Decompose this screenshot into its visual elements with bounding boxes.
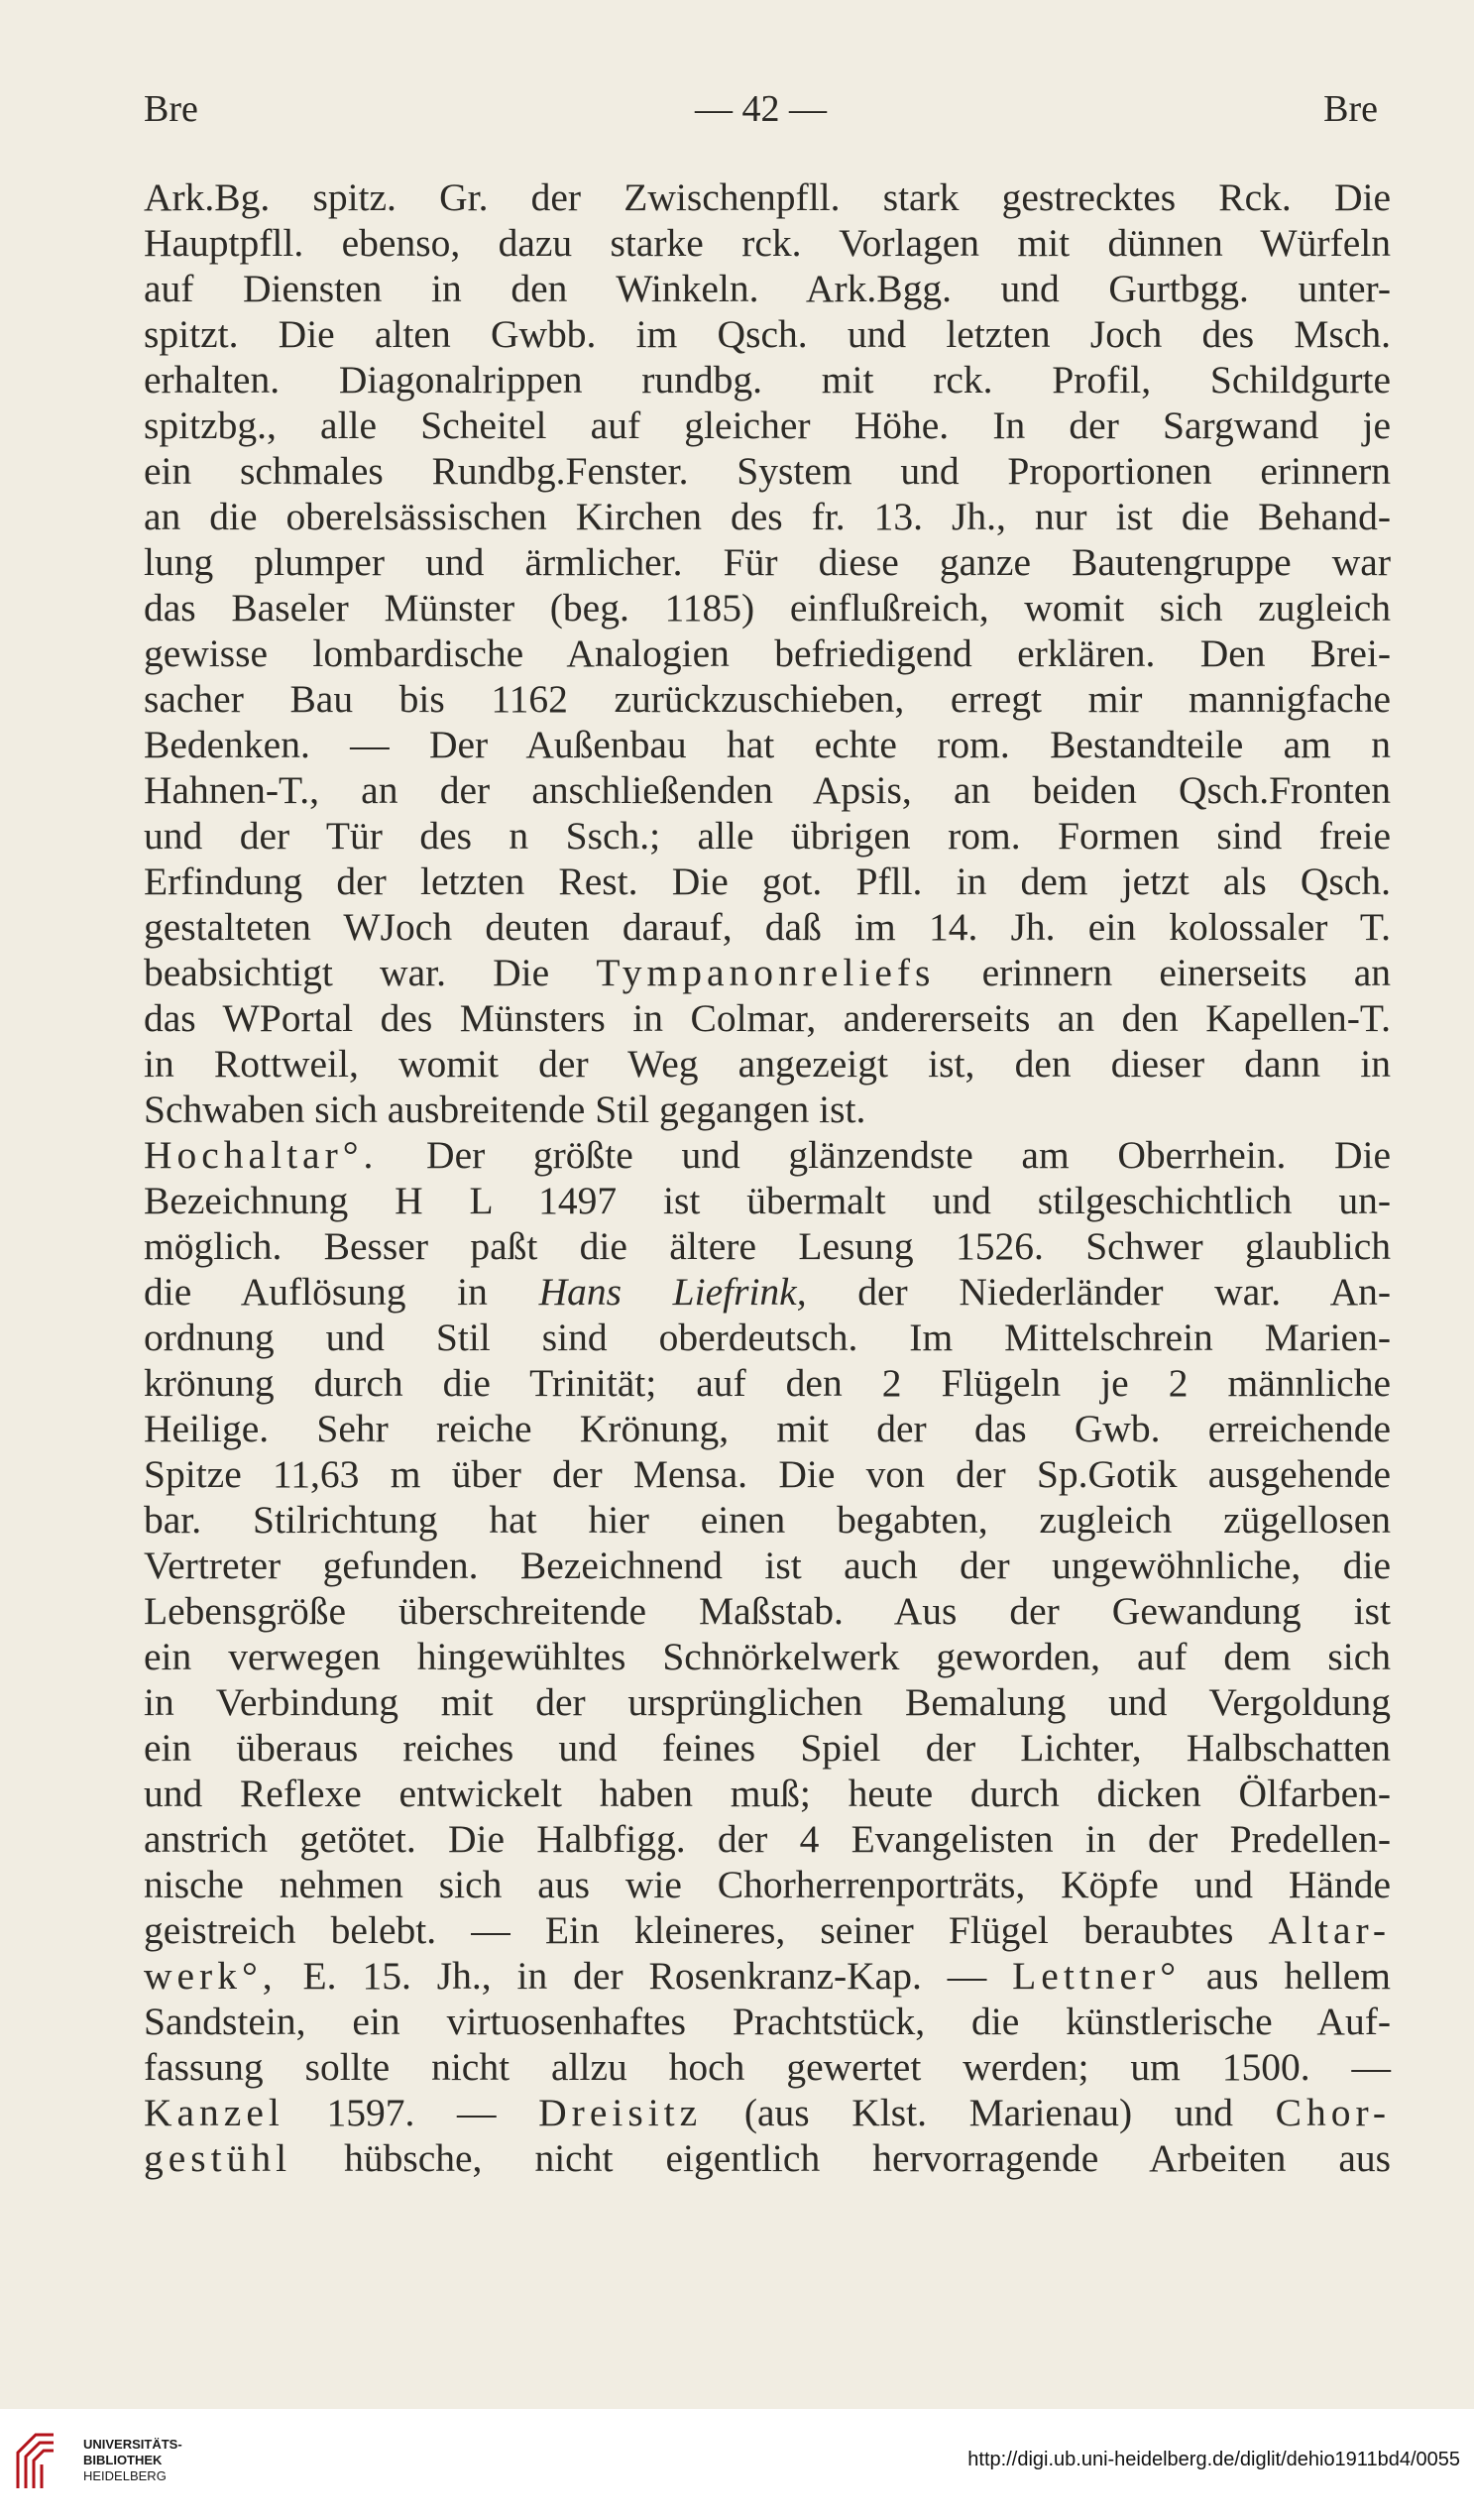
library-logo-icon bbox=[14, 2431, 71, 2492]
text-line bbox=[144, 1178, 1391, 1223]
text-line bbox=[144, 2090, 1391, 2135]
page-number: — 42 — bbox=[695, 88, 827, 130]
text-line bbox=[144, 448, 1391, 494]
running-header bbox=[144, 87, 1378, 147]
text-run: ein schmales Rundbg.Fenster. System und Proportionen erinnern bbox=[144, 449, 1391, 493]
text-run: Spitze 11,63 m über der Mensa. Die von der Sp.Gotik ausgehende bbox=[144, 1452, 1391, 1496]
text-run: das Baseler Münster (beg. 1185) einflußreich, womit sich zugleich bbox=[144, 586, 1391, 630]
text-run: hübsche, nicht eigentlich hervorragende Arbeiten aus bbox=[291, 2136, 1391, 2180]
text-line bbox=[144, 1771, 1391, 1816]
text-line bbox=[144, 1999, 1391, 2044]
text-run: und Reflexe entwickelt haben muß; heute durch dicken Ölfarben- bbox=[144, 1772, 1391, 1815]
text-run: Erfindung der letzten Rest. Die got. Pfll. in dem jetzt als Qsch. bbox=[144, 859, 1391, 903]
spaced-term: Dreisitz bbox=[538, 2091, 703, 2134]
text-run: sacher Bau bis 1162 zurückzuschieben, erregt mir mannigfache bbox=[144, 677, 1391, 721]
text-run: an die oberelsässischen Kirchen des fr. 13. Jh., nur ist die Behand- bbox=[144, 495, 1391, 538]
text-run: beabsichtigt war. Die bbox=[144, 951, 597, 994]
text-run: anstrich getötet. Die Halbfigg. der 4 Evangelisten in der Predellen- bbox=[144, 1817, 1391, 1861]
text-run: Lebensgröße überschreitende Maßstab. Aus der Gewandung ist bbox=[144, 1589, 1391, 1633]
text-line bbox=[144, 1953, 1391, 1999]
text-run: spitzt. Die alten Gwbb. im Qsch. und letzten Joch des Msch. bbox=[144, 312, 1391, 356]
text-line bbox=[144, 813, 1391, 859]
text-run: ein überaus reiches und feines Spiel der Lichter, Halbschatten bbox=[144, 1726, 1391, 1770]
text-run: (aus Klst. Marienau) und bbox=[702, 2091, 1276, 2134]
permalink-url[interactable]: http://digi.ub.uni-heidelberg.de/diglit/dehio1911bd4/0055 bbox=[967, 2449, 1460, 2470]
spaced-term: gestühl bbox=[144, 2136, 292, 2180]
text-run: erinnern einerseits an bbox=[935, 951, 1391, 994]
text-line bbox=[144, 1451, 1391, 1497]
spaced-term: Tympanonreliefs bbox=[596, 951, 936, 994]
spaced-term: Kanzel bbox=[144, 2091, 284, 2134]
spaced-term: werk°, bbox=[144, 1954, 278, 1998]
text-run: ordnung und Stil sind oberdeutsch. Im Mittelschrein Marien- bbox=[144, 1316, 1391, 1359]
header-left-keyword: Bre bbox=[144, 88, 198, 130]
text-line bbox=[144, 904, 1391, 950]
header-right-keyword: Bre bbox=[1323, 88, 1378, 130]
text-line bbox=[144, 174, 1391, 220]
text-run: geistreich belebt. — Ein kleineres, seiner Flügel beraubtes bbox=[144, 1908, 1269, 1952]
text-line bbox=[144, 1132, 1391, 1178]
text-run: in Verbindung mit der ursprünglichen Bemalung und Vergoldung bbox=[144, 1680, 1391, 1724]
text-run: E. 15. Jh., in der Rosenkranz-Kap. — bbox=[277, 1954, 1013, 1998]
text-run: das WPortal des Münsters in Colmar, andererseits an den Kapellen-T. bbox=[144, 996, 1391, 1040]
text-line bbox=[144, 585, 1391, 630]
text-line bbox=[144, 266, 1391, 311]
text-run: Bezeichnung H L 1497 ist übermalt und stilgeschichtlich un- bbox=[144, 1179, 1391, 1222]
text-run: bar. Stilrichtung hat hier einen begabten, zugleich zügellosen bbox=[144, 1498, 1391, 1542]
spaced-term: Hochaltar°. bbox=[144, 1133, 379, 1177]
text-line bbox=[144, 1041, 1391, 1087]
text-run: aus hellem bbox=[1181, 1954, 1391, 1998]
text-run: nische nehmen sich aus wie Chorherrenporträts, Köpfe und Hände bbox=[144, 1863, 1391, 1906]
text-run: Der größte und glänzendste am Oberrhein. Die bbox=[378, 1133, 1391, 1177]
text-run: 1597. — bbox=[283, 2091, 539, 2134]
text-run: Heilige. Sehr reiche Krönung, mit der das Gwb. erreichende bbox=[144, 1407, 1391, 1450]
text-run: lung plumper und ärmlicher. Für diese ganze Bautengruppe war bbox=[144, 540, 1391, 584]
text-line bbox=[144, 2044, 1391, 2090]
library-name bbox=[83, 2437, 182, 2484]
text-line bbox=[144, 1588, 1391, 1634]
text-line bbox=[144, 1816, 1391, 1862]
text-line bbox=[144, 995, 1391, 1041]
text-run: Bedenken. — Der Außenbau hat echte rom. Bestandteile am n bbox=[144, 723, 1391, 766]
text-line bbox=[144, 676, 1391, 722]
text-run: auf Diensten in den Winkeln. Ark.Bgg. und Gurtbgg. unter- bbox=[144, 267, 1391, 310]
text-line bbox=[144, 220, 1391, 266]
text-line bbox=[144, 1634, 1391, 1679]
text-line bbox=[144, 2135, 1391, 2181]
text-line bbox=[144, 1543, 1391, 1588]
text-run: der Niederländer war. An- bbox=[806, 1270, 1391, 1314]
text-line bbox=[144, 1269, 1391, 1315]
text-line bbox=[144, 1725, 1391, 1771]
italic-name: Hans Liefrink, bbox=[538, 1270, 807, 1314]
text-run: Sandstein, ein virtuosenhaftes Prachtstück, die künstlerische Auf- bbox=[144, 2000, 1391, 2043]
text-line bbox=[144, 539, 1391, 585]
text-line bbox=[144, 1679, 1391, 1725]
text-line bbox=[144, 311, 1391, 357]
text-line bbox=[144, 357, 1391, 402]
text-run: in Rottweil, womit der Weg angezeigt ist, den dieser dann in bbox=[144, 1042, 1391, 1086]
text-line bbox=[144, 1087, 1391, 1132]
text-run: erhalten. Diagonalrippen rundbg. mit rck. Profil, Schildgurte bbox=[144, 358, 1391, 401]
text-run: krönung durch die Trinität; auf den 2 Flügeln je 2 männliche bbox=[144, 1361, 1391, 1405]
spaced-term: Altar- bbox=[1268, 1908, 1391, 1952]
text-line bbox=[144, 1223, 1391, 1269]
footer-bar bbox=[0, 2409, 1474, 2520]
text-line bbox=[144, 767, 1391, 813]
text-line bbox=[144, 1907, 1391, 1953]
text-run: und der Tür des n Ssch.; alle übrigen rom. Formen sind freie bbox=[144, 814, 1391, 858]
text-line bbox=[144, 1360, 1391, 1406]
text-run: möglich. Besser paßt die ältere Lesung 1526. Schwer glaublich bbox=[144, 1224, 1391, 1268]
text-line bbox=[144, 950, 1391, 995]
text-line bbox=[144, 859, 1391, 904]
text-line bbox=[144, 402, 1391, 448]
spaced-term: Chor- bbox=[1275, 2091, 1392, 2134]
text-run: gewisse lombardische Analogien befriedigend erklären. Den Brei- bbox=[144, 631, 1391, 675]
text-run: Ark.Bg. spitz. Gr. der Zwischenpfll. stark gestrecktes Rck. Die bbox=[144, 175, 1391, 219]
spaced-term: Lettner° bbox=[1012, 1954, 1182, 1998]
text-line bbox=[144, 494, 1391, 539]
text-run: Vertreter gefunden. Bezeichnend ist auch der ungewöhnliche, die bbox=[144, 1544, 1391, 1587]
text-run: fassung sollte nicht allzu hoch gewertet werden; um 1500. — bbox=[144, 2045, 1391, 2089]
text-run: gestalteten WJoch deuten darauf, daß im 14. Jh. ein kolossaler T. bbox=[144, 905, 1391, 949]
text-run: die Auflösung in bbox=[144, 1270, 539, 1314]
text-run: Hauptpfll. ebenso, dazu starke rck. Vorlagen mit dünnen Würfeln bbox=[144, 221, 1391, 265]
text-line bbox=[144, 1862, 1391, 1907]
text-run: ein verwegen hingewühltes Schnörkelwerk geworden, auf dem sich bbox=[144, 1635, 1391, 1678]
text-run: spitzbg., alle Scheitel auf gleicher Höhe. In der Sargwand je bbox=[144, 403, 1391, 447]
library-name-line2: BIBLIOTHEK bbox=[83, 2453, 163, 2467]
text-line bbox=[144, 1315, 1391, 1360]
library-name-line3: HEIDELBERG bbox=[83, 2468, 167, 2483]
text-run: Schwaben sich ausbreitende Stil gegangen ist. bbox=[144, 1088, 866, 1131]
library-name-line1: UNIVERSITÄTS- bbox=[83, 2437, 182, 2452]
text-run: Hahnen-T., an der anschließenden Apsis, an beiden Qsch.Fronten bbox=[144, 768, 1391, 812]
text-line bbox=[144, 1497, 1391, 1543]
body-text bbox=[144, 174, 1391, 2181]
text-line bbox=[144, 722, 1391, 767]
text-line bbox=[144, 1406, 1391, 1451]
text-line bbox=[144, 630, 1391, 676]
